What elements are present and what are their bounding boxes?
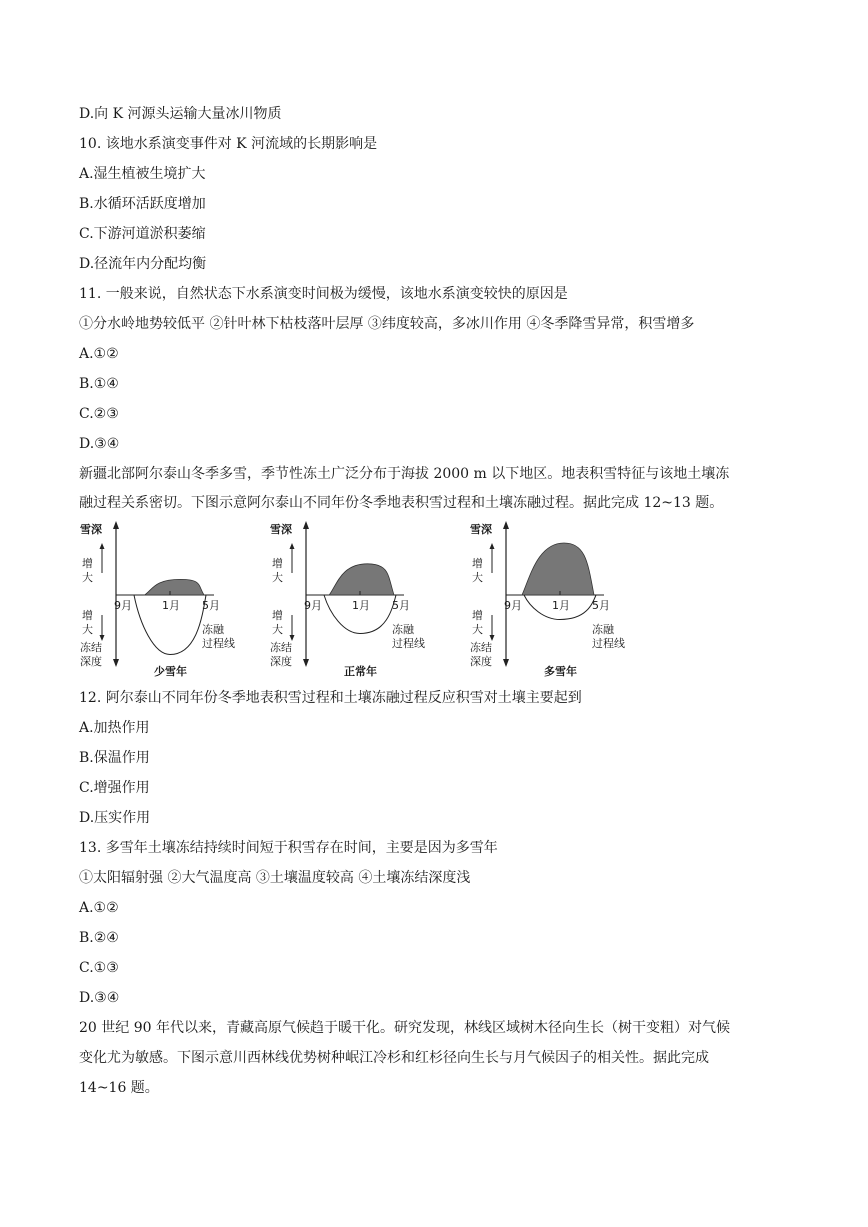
label-increase-top-1: 增 [82,557,93,570]
label-month-may: 5月 [202,599,220,612]
axis-arrow-up [303,521,309,529]
question-10: 10. 该地水系演变事件对 K 河流域的长期影响是 [79,136,378,152]
label-freeze-line-1: 冻融 [392,623,414,636]
question-11: 11. 一般来说，自然状态下水系演变时间极为缓慢，该地水系演变较快的原因是 [79,286,568,302]
label-increase-top-1: 增 [472,557,483,570]
option-d-q13: D.③④ [79,990,120,1006]
option-a-q11: A.①② [79,346,119,362]
option-d-q10: D.径流年内分配均衡 [79,256,207,272]
axis-arrow-down [303,659,309,667]
label-increase-top-2: 大 [82,571,93,584]
panel-caption: 少雪年 [154,665,187,678]
axis-arrow-up [503,521,509,529]
label-increase-top-1: 增 [272,557,283,570]
option-c-q10: C.下游河道淤积萎缩 [79,226,206,242]
option-b-q13: B.②④ [79,930,119,946]
label-snow-depth: 雪深 [470,523,492,536]
option-c-q12: C.增强作用 [79,780,150,796]
label-increase-bottom-1: 增 [82,609,93,622]
snow-depth-area [522,543,594,595]
label-increase-bottom-1: 增 [472,609,483,622]
option-c-q13: C.①③ [79,960,119,976]
label-snow-depth: 雪深 [270,523,292,536]
question-13-statements: ①太阳辐射强 ②大气温度高 ③土壤温度较高 ④土壤冻结深度浅 [79,870,471,886]
snow-frost-figure [70,515,630,685]
label-month-sep: 9月 [504,599,522,612]
option-d-q11: D.③④ [79,436,120,452]
label-freeze-1: 冻结 [270,641,292,654]
label-increase-top-2: 大 [472,571,483,584]
label-freeze-2: 深度 [270,655,292,668]
option-a-q13: A.①② [79,900,119,916]
option-a-q12: A.加热作用 [79,720,150,736]
label-freeze-line-1: 冻融 [202,623,224,636]
label-increase-bottom-2: 大 [82,623,93,636]
label-increase-bottom-2: 大 [472,623,483,636]
label-freeze-line-2: 过程线 [392,637,425,650]
panel-caption: 多雪年 [544,665,577,678]
question-11-statements: ①分水岭地势较低平 ②针叶林下枯枝落叶层厚 ③纬度较高，多冰川作用 ④冬季降雪异常，积雪增多 [79,316,695,332]
option-d-q9: D.向 K 河源头运输大量冰川物质 [79,106,282,122]
label-month-sep: 9月 [304,599,322,612]
label-increase-bottom-2: 大 [272,623,283,636]
question-13: 13. 多雪年土壤冻结持续时间短于积雪存在时间，主要是因为多雪年 [79,840,498,856]
label-month-jan: 1月 [352,599,370,612]
label-month-may: 5月 [592,599,610,612]
label-month-jan: 1月 [552,599,570,612]
passage-14-16-line3: 14~16 题。 [79,1080,159,1096]
label-freeze-line-1: 冻融 [592,623,614,636]
option-b-q11: B.①④ [79,376,119,392]
label-freeze-line-2: 过程线 [592,637,625,650]
label-increase-bottom-1: 增 [272,609,283,622]
option-b-q10: B.水循环活跃度增加 [79,196,206,212]
label-month-jan: 1月 [162,599,180,612]
label-freeze-2: 深度 [470,655,492,668]
passage-12-13-line1: 新疆北部阿尔泰山冬季多雪，季节性冻土广泛分布于海拔 2000 m 以下地区。地表积雪特征与该地土壤冻 [79,466,730,482]
label-snow-depth: 雪深 [80,523,102,536]
increase-arrowhead-up [490,543,495,549]
label-freeze-2: 深度 [80,655,102,668]
label-freeze-line-2: 过程线 [202,637,235,650]
axis-arrow-down [113,659,119,667]
label-month-may: 5月 [392,599,410,612]
snow-frost-diagram [70,515,630,685]
label-month-sep: 9月 [114,599,132,612]
passage-12-13-line2: 融过程关系密切。下图示意阿尔泰山不同年份冬季地表积雪过程和土壤冻融过程。据此完成 12~13 题。 [79,495,724,511]
passage-14-16-line1: 20 世纪 90 年代以来，青藏高原气候趋于暖干化。研究发现，林线区域树木径向生长（树干变粗）对气候 [79,1020,730,1036]
axis-arrow-down [503,659,509,667]
panel-caption: 正常年 [344,665,377,678]
label-freeze-1: 冻结 [470,641,492,654]
label-freeze-1: 冻结 [80,641,102,654]
increase-arrowhead-up [100,543,105,549]
increase-arrowhead-up [290,543,295,549]
question-12: 12. 阿尔泰山不同年份冬季地表积雪过程和土壤冻融过程反应积雪对土壤主要起到 [79,690,582,706]
label-increase-top-2: 大 [272,571,283,584]
snow-depth-area [329,564,394,595]
option-d-q12: D.压实作用 [79,810,151,826]
option-a-q10: A.湿生植被生境扩大 [79,166,206,182]
axis-arrow-up [113,521,119,529]
option-c-q11: C.②③ [79,406,119,422]
option-b-q12: B.保温作用 [79,750,150,766]
snow-depth-area [145,579,204,595]
passage-14-16-line2: 变化尤为敏感。下图示意川西林线优势树种岷江冷杉和红杉径向生长与月气候因子的相关性。据此完成 [79,1050,709,1066]
